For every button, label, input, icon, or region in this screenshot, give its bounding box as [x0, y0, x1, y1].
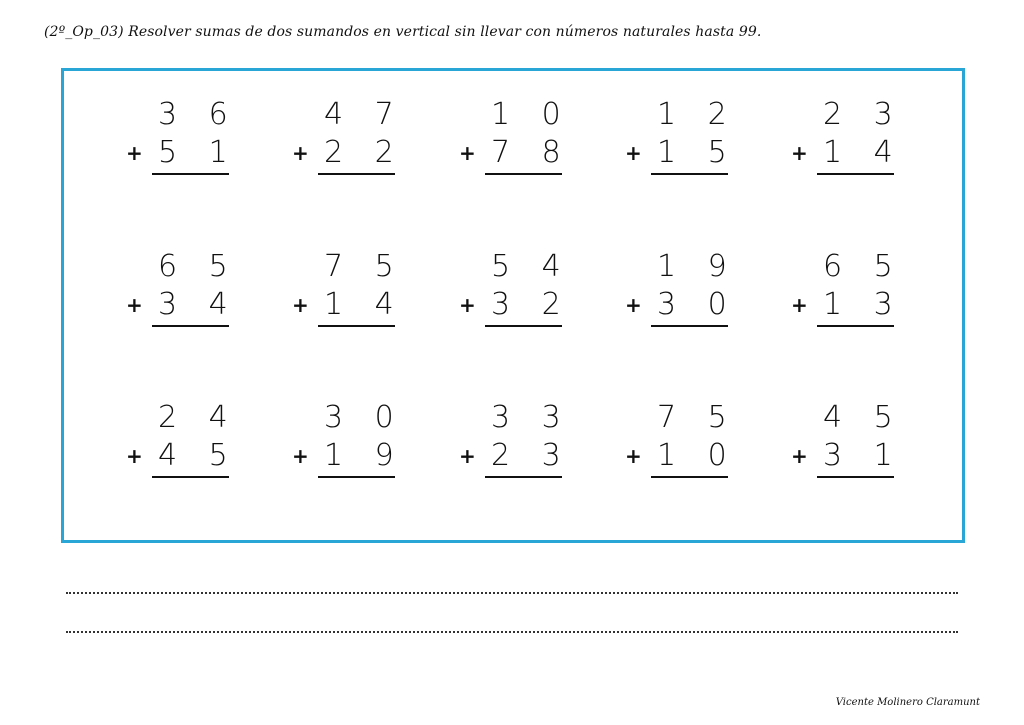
second-addend: 7 8 — [491, 135, 572, 170]
addition-problem-5 — [789, 97, 904, 178]
addition-problem-10 — [789, 249, 904, 330]
first-addend: 6 5 — [158, 249, 239, 284]
first-addend: 1 2 — [657, 97, 738, 132]
addition-problem-8 — [457, 249, 572, 330]
second-addend: 3 4 — [158, 287, 239, 322]
addition-problem-11 — [124, 400, 239, 481]
first-addend: 7 5 — [657, 400, 738, 435]
second-addend: 1 9 — [324, 438, 405, 473]
second-addend: 3 0 — [657, 287, 738, 322]
answer-dotted-line-2[interactable] — [66, 631, 958, 633]
addition-problem-9 — [623, 249, 738, 330]
first-addend: 6 5 — [823, 249, 904, 284]
result-line[interactable] — [817, 325, 894, 327]
addition-problem-6 — [124, 249, 239, 330]
plus-sign: + — [292, 444, 309, 468]
addition-problem-15 — [789, 400, 904, 481]
first-addend: 1 0 — [491, 97, 572, 132]
addition-problem-4 — [623, 97, 738, 178]
second-addend: 1 3 — [823, 287, 904, 322]
addition-problem-12 — [290, 400, 405, 481]
first-addend: 1 9 — [657, 249, 738, 284]
result-line[interactable] — [651, 476, 728, 478]
first-addend: 2 3 — [823, 97, 904, 132]
plus-sign: + — [459, 141, 476, 165]
author-signature: Vicente Molinero Claramunt — [835, 697, 980, 708]
result-line[interactable] — [485, 325, 562, 327]
second-addend: 4 5 — [158, 438, 239, 473]
result-line[interactable] — [817, 173, 894, 175]
second-addend: 3 2 — [491, 287, 572, 322]
second-addend: 2 2 — [324, 135, 405, 170]
result-line[interactable] — [318, 476, 395, 478]
second-addend: 5 1 — [158, 135, 239, 170]
result-line[interactable] — [817, 476, 894, 478]
second-addend: 1 0 — [657, 438, 738, 473]
second-addend: 1 4 — [823, 135, 904, 170]
addition-problem-13 — [457, 400, 572, 481]
plus-sign: + — [459, 444, 476, 468]
first-addend: 2 4 — [158, 400, 239, 435]
second-addend: 1 5 — [657, 135, 738, 170]
first-addend: 5 4 — [491, 249, 572, 284]
plus-sign: + — [625, 444, 642, 468]
answer-dotted-line-1[interactable] — [66, 592, 958, 594]
second-addend: 1 4 — [324, 287, 405, 322]
result-line[interactable] — [152, 325, 229, 327]
plus-sign: + — [625, 293, 642, 317]
exercise-frame — [61, 68, 965, 543]
plus-sign: + — [126, 141, 143, 165]
first-addend: 4 5 — [823, 400, 904, 435]
first-addend: 3 0 — [324, 400, 405, 435]
plus-sign: + — [791, 293, 808, 317]
result-line[interactable] — [152, 173, 229, 175]
worksheet-title: (2º_Op_03) Resolver sumas de dos sumandos en vertical sin llevar con números naturales hasta 99. — [44, 24, 762, 40]
result-line[interactable] — [485, 476, 562, 478]
addition-problem-14 — [623, 400, 738, 481]
first-addend: 3 6 — [158, 97, 239, 132]
plus-sign: + — [625, 141, 642, 165]
addition-problem-7 — [290, 249, 405, 330]
first-addend: 3 3 — [491, 400, 572, 435]
addition-problem-3 — [457, 97, 572, 178]
result-line[interactable] — [152, 476, 229, 478]
first-addend: 4 7 — [324, 97, 405, 132]
plus-sign: + — [791, 444, 808, 468]
first-addend: 7 5 — [324, 249, 405, 284]
plus-sign: + — [791, 141, 808, 165]
addition-problem-1 — [124, 97, 239, 178]
result-line[interactable] — [651, 325, 728, 327]
second-addend: 3 1 — [823, 438, 904, 473]
plus-sign: + — [292, 293, 309, 317]
plus-sign: + — [126, 444, 143, 468]
result-line[interactable] — [485, 173, 562, 175]
plus-sign: + — [459, 293, 476, 317]
result-line[interactable] — [651, 173, 728, 175]
result-line[interactable] — [318, 173, 395, 175]
addition-problem-2 — [290, 97, 405, 178]
result-line[interactable] — [318, 325, 395, 327]
second-addend: 2 3 — [491, 438, 572, 473]
plus-sign: + — [292, 141, 309, 165]
plus-sign: + — [126, 293, 143, 317]
